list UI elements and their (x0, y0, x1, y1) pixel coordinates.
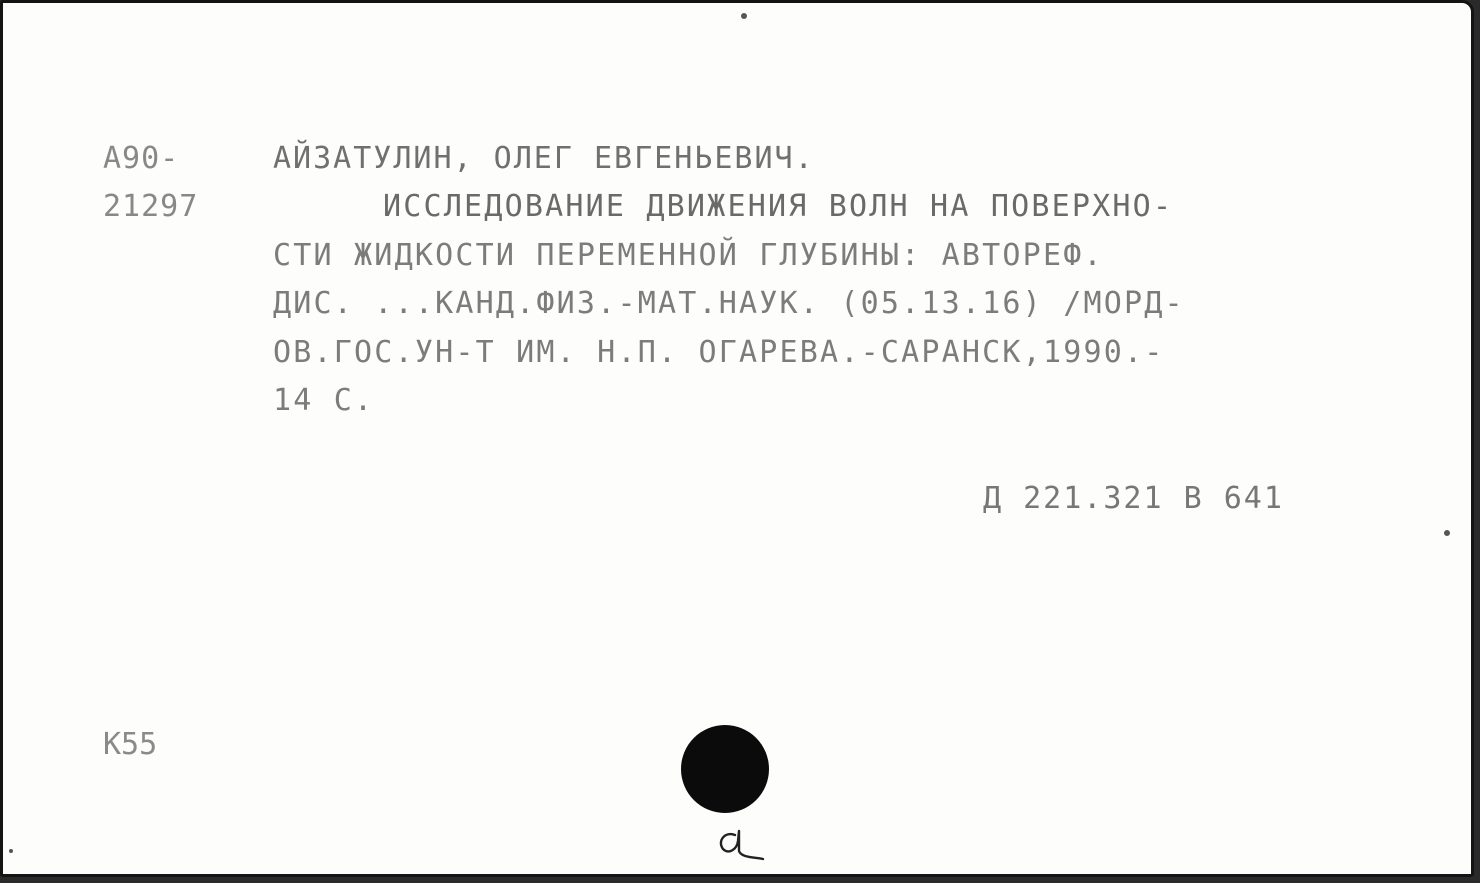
speck-dot (1444, 530, 1450, 536)
punch-hole (681, 725, 769, 813)
author-heading: АЙЗАТУЛИН, ОЛЕГ ЕВГЕНЬЕВИЧ. (273, 141, 815, 176)
speck-dot (9, 849, 13, 853)
description-line-2: СТИ ЖИДКОСТИ ПЕРЕМЕННОЙ ГЛУБИНЫ: АВТОРЕФ. (273, 237, 1104, 273)
stamp-code: К55 (103, 727, 158, 762)
shelf-mark: Д 221.321 В 641 (983, 481, 1284, 516)
speck-dot (741, 13, 747, 19)
description-line-1: ИССЛЕДОВАНИЕ ДВИЖЕНИЯ ВОЛН НА ПОВЕРХНО- (383, 189, 1174, 224)
bibliographic-description (273, 183, 1185, 426)
handwritten-mark-icon (711, 813, 771, 863)
description-line-3: ДИС. ...КАНД.ФИЗ.-МАТ.НАУК. (05.13.16) /МОРД- (273, 286, 1185, 321)
description-line-4: ОВ.ГОС.УН-Т ИМ. Н.П. ОГАРЕВА.-САРАНСК,1990.- (273, 334, 1165, 370)
call-number-line-1: А90- (103, 141, 180, 176)
call-number-line-2: 21297 (103, 189, 199, 224)
description-line-5: 14 С. (273, 383, 375, 418)
call-number (103, 135, 198, 231)
